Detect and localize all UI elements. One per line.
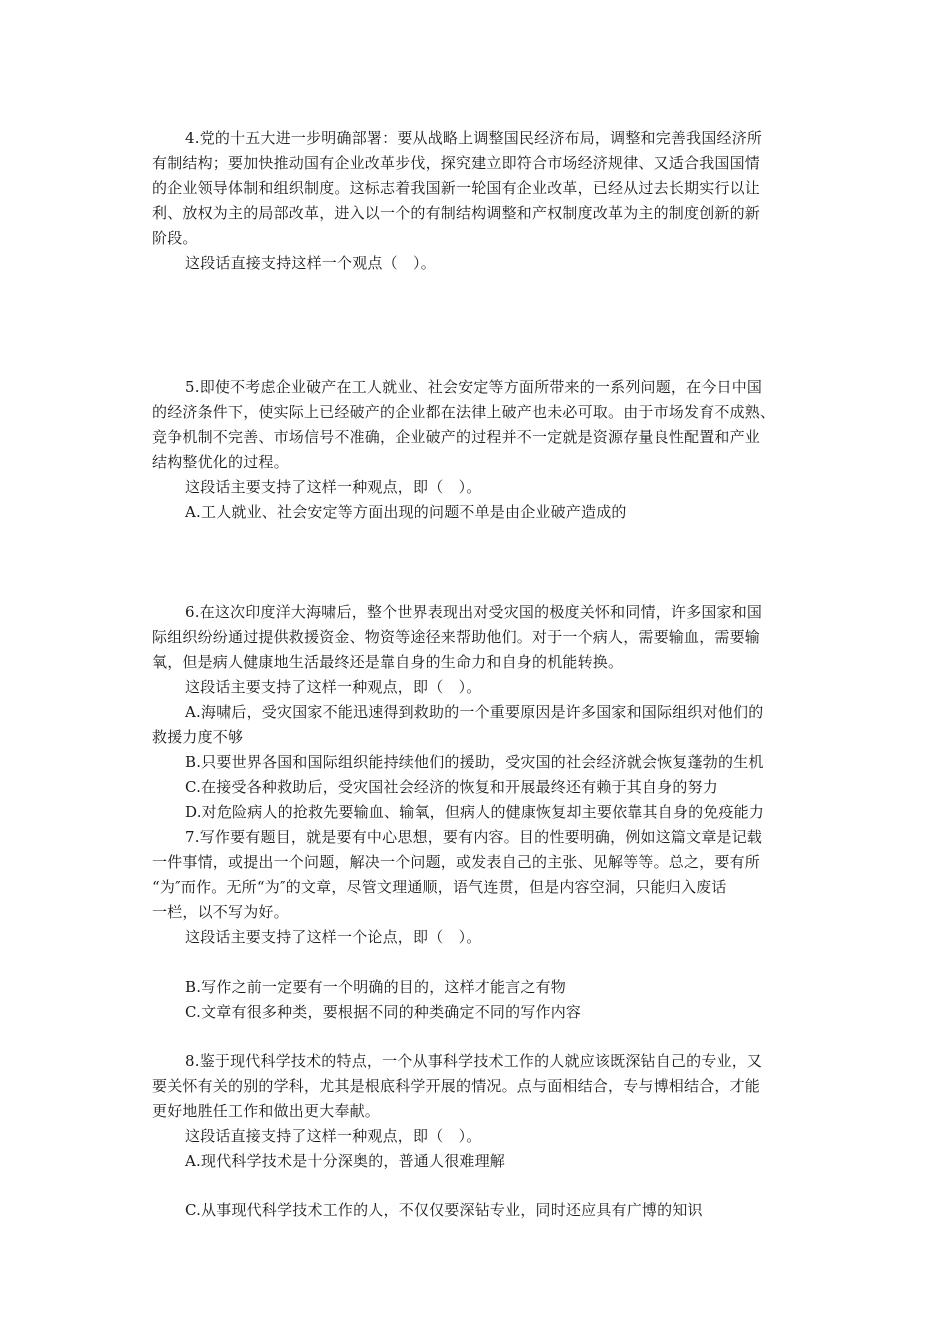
q8-prompt: 这段话直接支持了这样一种观点，即（ ）。: [185, 1127, 482, 1145]
q4-stem-line: 利、放权为主的局部改革，进入以一个的有制结构调整和产权制度改革为主的制度创新的新: [152, 204, 761, 222]
q8-option: A.现代科学技术是十分深奥的，普通人很难理解: [185, 1152, 506, 1170]
q5-stem-line: 竞争机制不完善、市场信号不准确，企业破产的过程并不一定就是资源存量良性配置和产业: [152, 428, 761, 446]
q5-stem-line: 5.即使不考虑企业破产在工人就业、社会安定等方面所带来的一系列问题，在今日中国: [185, 378, 763, 396]
q5-option: A.工人就业、社会安定等方面出现的问题不单是由企业破产造成的: [185, 503, 627, 521]
q7-stem-line: “为″而作。无所“为″的文章，尽管文理通顺，语气连贯，但是内容空洞，只能归入废话: [152, 878, 727, 896]
q6-option: A.海啸后，受灾国家不能迅速得到救助的一个重要原因是许多国家和国际组织对他们的: [185, 703, 764, 721]
q4-stem-line: 有制结构；要加快推动国有企业改革步伐，探究建立即符合市场经济规律、又适合我国国情: [152, 154, 761, 172]
q5-stem-line: 的经济条件下，使实际上已经破产的企业都在法律上破产也未必可取。由于市场发育不成熟、: [152, 403, 776, 421]
q6-option: C.在接受各种救助后，受灾国社会经济的恢复和开展最终还有赖于其自身的努力: [185, 778, 718, 796]
q4-stem-line: 阶段。: [152, 229, 198, 247]
q7-option: C.文章有很多种类，要根据不同的种类确定不同的写作内容: [185, 1003, 582, 1021]
q4-prompt: 这段话直接支持这样一个观点（ ）。: [185, 254, 436, 272]
q7-stem-line: 7.写作要有题目，就是要有中心思想，要有内容。目的性要明确，例如这篇文章是记载: [185, 828, 763, 846]
q6-stem-line: 氧，但是病人健康地生活最终还是靠自身的生命力和自身的机能转换。: [152, 653, 624, 671]
q8-option: C.从事现代科学技术工作的人，不仅仅要深钻专业，同时还应具有广博的知识: [185, 1201, 703, 1219]
q4-stem-line: 的企业领导体制和组织制度。这标志着我国新一轮国有企业改革，已经从过去长期实行以让: [152, 179, 761, 197]
q6-option: B.只要世界各国和国际组织能持续他们的援助，受灾国的社会经济就会恢复蓬勃的生机: [185, 753, 764, 771]
q5-prompt: 这段话主要支持了这样一种观点，即（ ）。: [185, 478, 482, 496]
q6-stem-line: 6.在这次印度洋大海啸后，整个世界表现出对受灾国的极度关怀和同情，许多国家和国: [185, 603, 763, 621]
q6-option-continued: 救援力度不够: [152, 728, 244, 746]
q7-stem-line: 一栏，以不写为好。: [152, 903, 289, 921]
q6-option: D.对危险病人的抢救先要输血、输氧，但病人的健康恢复却主要依靠其自身的免疫能力: [185, 803, 765, 821]
q7-prompt: 这段话主要支持了这样一个论点，即（ ）。: [185, 928, 482, 946]
q8-stem-line: 8.鉴于现代科学技术的特点，一个从事科学技术工作的人就应该既深钻自己的专业，又: [185, 1052, 763, 1070]
q6-prompt: 这段话主要支持了这样一种观点，即（ ）。: [185, 678, 482, 696]
q7-stem-line: 一件事情，或提出一个问题，解决一个问题，或发表自己的主张、见解等等。总之，要有所: [152, 853, 761, 871]
q6-stem-line: 际组织纷纷通过提供救援资金、物资等途径来帮助他们。对于一个病人，需要输血，需要输: [152, 628, 761, 646]
q5-stem-line: 结构整优化的过程。: [152, 453, 289, 471]
q8-stem-line: 更好地胜任工作和做出更大奉献。: [152, 1102, 381, 1120]
q8-stem-line: 要关怀有关的别的学科，尤其是根底科学开展的情况。点与面相结合，专与博相结合，才能: [152, 1077, 761, 1095]
q7-option: B.写作之前一定要有一个明确的目的，这样才能言之有物: [185, 978, 566, 996]
q4-stem-line: 4.党的十五大进一步明确部署：要从战略上调整国民经济布局，调整和完善我国经济所: [185, 129, 763, 147]
